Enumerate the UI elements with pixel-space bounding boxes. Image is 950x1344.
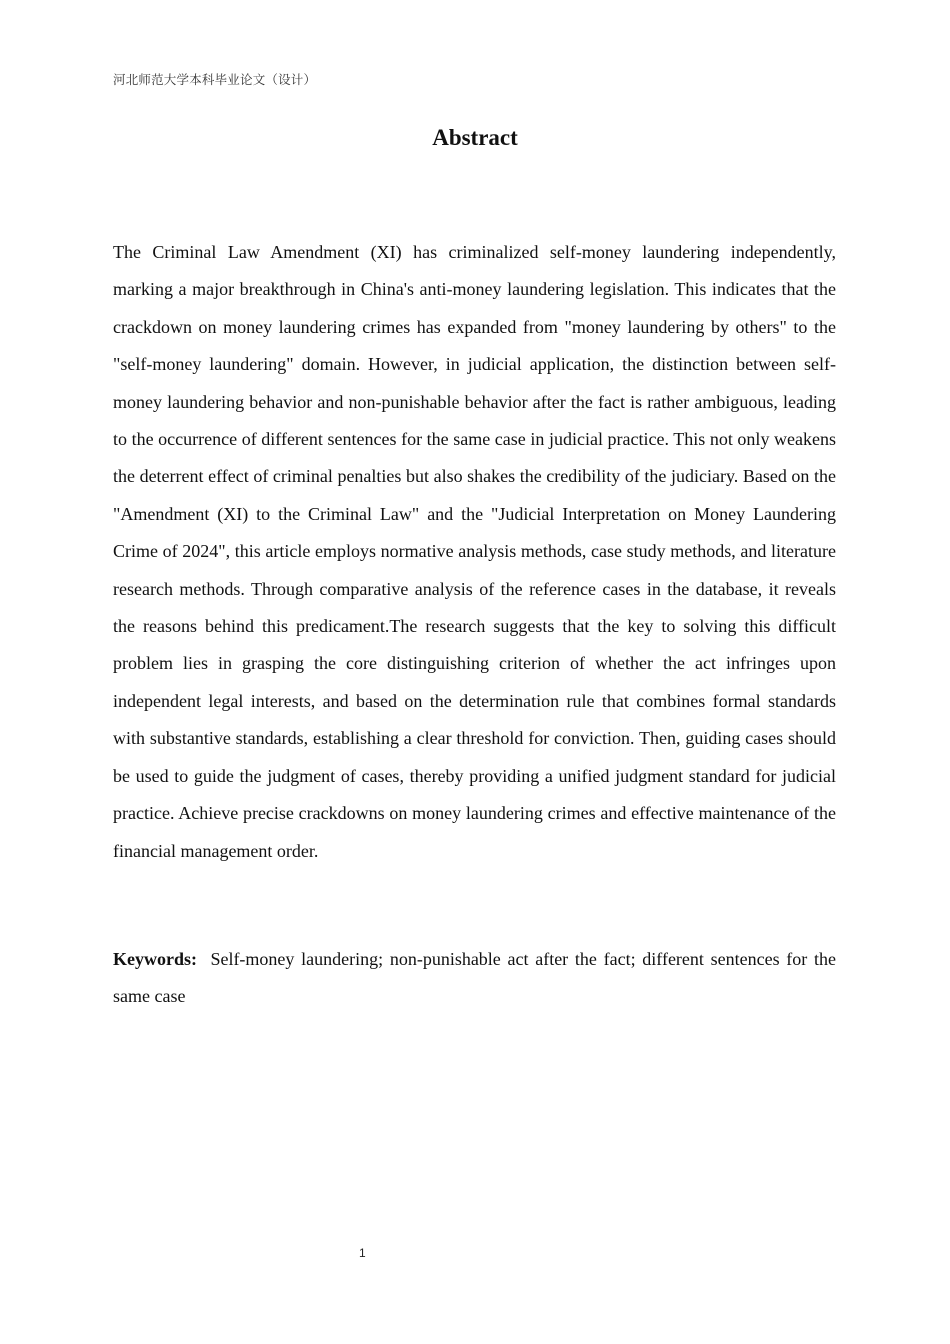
page-number: 1 bbox=[359, 1246, 366, 1260]
keywords-label: Keywords: bbox=[113, 949, 197, 969]
abstract-title: Abstract bbox=[432, 125, 518, 150]
abstract-body: The Criminal Law Amendment (XI) has criminalized self-money laundering independently, marking a major breakthrough in China's anti-money laundering legislation. This indicates that the crackdown on money laundering crimes has expanded from "money laundering by others" to the "self-money laundering" domain. However, in judicial application, the distinction between self-money laundering behavior and non-punishable behavior after the fact is rather ambiguous, leading to the occurrence of different sentences for the same case in judicial practice. This not only weakens the deterrent effect of criminal penalties but also shakes the credibility of the judiciary. Based on the "Amendment (XI) to the Criminal Law" and the "Judicial Interpretation on Money Laundering Crime of 2024", this article employs normative analysis methods, case study methods, and literature research methods. Through comparative analysis of the reference cases in the database, it reveals the reasons behind this predicament.The research suggests that the key to solving this difficult problem lies in grasping the core distinguishing criterion of whether the act infringes upon independent legal interests, and based on the determination rule that combines formal standards with substantive standards, establishing a clear threshold for conviction. Then, guiding cases should be used to guide the judgment of cases, thereby providing a unified judgment standard for judicial practice. Achieve precise crackdowns on money laundering crimes and effective maintenance of the financial management order. bbox=[113, 242, 836, 861]
keywords-paragraph bbox=[113, 941, 836, 1016]
running-header: 河北师范大学本科毕业论文（设计） bbox=[113, 72, 317, 87]
keywords-text: Self-money laundering; non-punishable act after the fact; different sentences for the same case bbox=[113, 949, 837, 1007]
